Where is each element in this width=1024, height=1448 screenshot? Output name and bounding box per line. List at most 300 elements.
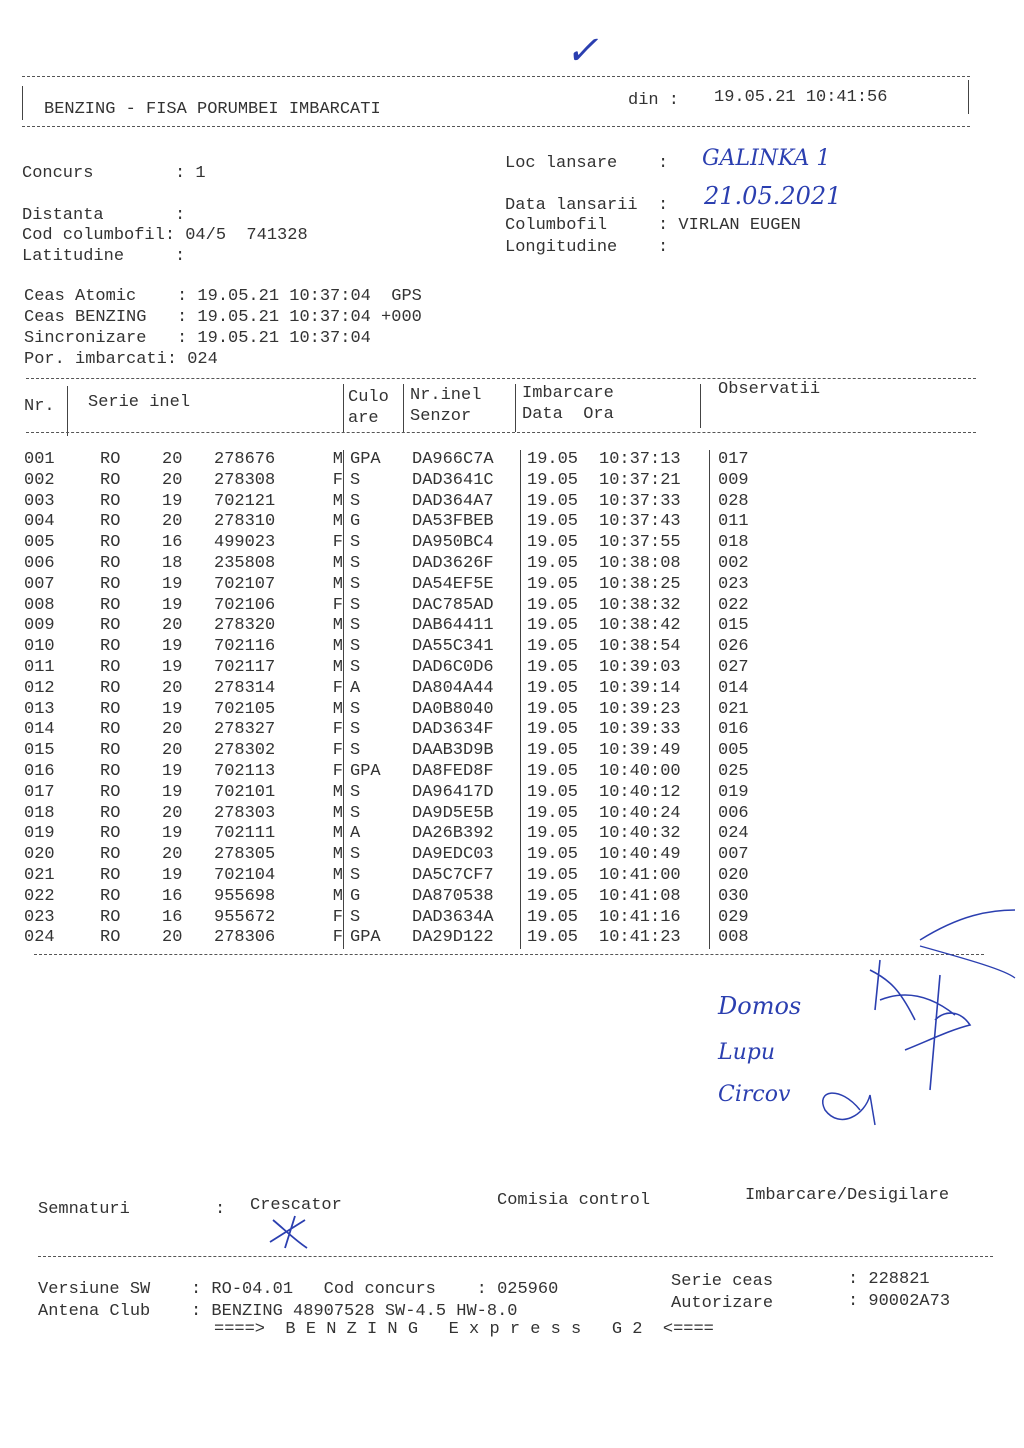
comisia-control-label: Comisia control [497, 1191, 651, 1210]
row-observatii: 022 [710, 596, 779, 617]
header-left-border [22, 86, 23, 120]
row-observatii: 024 [710, 824, 779, 845]
imbarcare-desigilare-label: Imbarcare/Desigilare [745, 1186, 950, 1205]
row-sensor-ring: DAB64411 [412, 616, 494, 636]
row-sensor-ring: DA966C7A [412, 450, 494, 469]
row-country: RO [100, 699, 121, 719]
table-row [24, 804, 778, 825]
header-serie-inel: Serie inel [88, 393, 191, 412]
row-sex: M [332, 845, 343, 865]
row-ring-number: 702121 [214, 491, 276, 511]
row-country: RO [100, 616, 121, 636]
row-country: RO [100, 491, 121, 511]
row-date: 19.05 [521, 616, 600, 637]
row-observatii: 025 [710, 762, 779, 783]
row-number: 002 [24, 470, 55, 490]
row-country: RO [100, 720, 121, 740]
row-number: 003 [24, 491, 55, 511]
row-time: 10:41:16 [599, 907, 681, 927]
row-sensor-ring: DA870538 [412, 886, 494, 906]
row-country: RO [100, 803, 121, 823]
row-sensor-ring: DA8FED8F [412, 761, 494, 781]
latitudine-field: Latitudine : [22, 247, 186, 266]
row-year: 20 [162, 678, 183, 698]
row-date: 19.05 [521, 658, 600, 679]
row-year: 20 [162, 450, 183, 469]
row-date: 19.05 [521, 492, 600, 513]
row-year: 19 [162, 595, 183, 615]
row-color: S [344, 471, 413, 492]
table-row [24, 824, 778, 845]
row-year: 16 [162, 886, 183, 906]
row-sex: F [332, 470, 343, 490]
row-ring-number: 702106 [214, 595, 276, 615]
row-color: S [344, 845, 413, 866]
row-color: S [344, 575, 413, 596]
row-sex: F [332, 720, 343, 740]
cod-columbofil-field: Cod columbofil: 04/5 741328 [22, 226, 308, 245]
row-observatii: 005 [710, 741, 779, 762]
row-sensor-ring: DAD3626F [412, 553, 494, 573]
row-ring-number: 278676 [214, 450, 276, 469]
row-year: 19 [162, 761, 183, 781]
table-row [24, 554, 778, 575]
row-ring-number: 702101 [214, 782, 276, 802]
row-number: 006 [24, 553, 55, 573]
row-time: 10:39:03 [599, 657, 681, 677]
row-ring-number: 702107 [214, 574, 276, 594]
row-date: 19.05 [521, 512, 600, 533]
row-time: 10:41:23 [599, 928, 681, 948]
row-time: 10:41:00 [599, 865, 681, 885]
row-time: 10:39:49 [599, 741, 681, 761]
table-row [24, 720, 778, 741]
row-number: 001 [24, 450, 55, 469]
loc-lansare-label: Loc lansare : [505, 154, 669, 173]
row-year: 19 [162, 699, 183, 719]
row-observatii: 020 [710, 866, 779, 887]
row-sensor-ring: DA5C7CF7 [412, 865, 494, 885]
report-title: BENZING - FISA PORUMBEI IMBARCATI [44, 100, 381, 119]
header-top-border [22, 76, 970, 77]
row-ring-number: 278320 [214, 616, 276, 636]
row-year: 20 [162, 928, 183, 948]
row-year: 20 [162, 803, 183, 823]
table-row [24, 845, 778, 866]
row-time: 10:40:00 [599, 761, 681, 781]
row-observatii: 028 [710, 492, 779, 513]
row-number: 019 [24, 824, 55, 844]
row-time: 10:40:12 [599, 782, 681, 802]
pigeon-table-body [24, 450, 778, 949]
row-number: 024 [24, 928, 55, 948]
row-sex: F [332, 761, 343, 781]
row-date: 19.05 [521, 804, 600, 825]
row-year: 20 [162, 470, 183, 490]
row-color: S [344, 741, 413, 762]
row-date: 19.05 [521, 533, 600, 554]
row-number: 016 [24, 761, 55, 781]
header-senzor: Senzor [410, 407, 472, 426]
row-sex: F [332, 595, 343, 615]
serie-ceas-label: Serie ceas [671, 1272, 774, 1291]
handwritten-name-3: Circov [718, 1082, 791, 1107]
table-row [24, 512, 778, 533]
row-observatii: 009 [710, 471, 779, 492]
row-country: RO [100, 886, 121, 906]
handwritten-name-1: Domos [718, 992, 802, 1020]
row-number: 018 [24, 803, 55, 823]
row-number: 022 [24, 886, 55, 906]
autorizare-label: Autorizare [671, 1294, 774, 1313]
row-country: RO [100, 741, 121, 761]
row-date: 19.05 [521, 720, 600, 741]
row-sex: M [332, 865, 343, 885]
row-ring-number: 499023 [214, 533, 276, 553]
row-color: G [344, 512, 413, 533]
row-number: 011 [24, 657, 55, 677]
row-color: S [344, 720, 413, 741]
row-color: GPA [344, 928, 413, 949]
row-date: 19.05 [521, 575, 600, 596]
row-number: 004 [24, 512, 55, 532]
row-sex: M [332, 824, 343, 844]
autorizare-value: : 90002A73 [848, 1292, 951, 1311]
table-row [24, 928, 778, 949]
row-number: 007 [24, 574, 55, 594]
row-color: S [344, 783, 413, 804]
row-ring-number: 278306 [214, 928, 276, 948]
row-color: S [344, 804, 413, 825]
row-year: 19 [162, 824, 183, 844]
table-header-bottom-border [26, 432, 976, 433]
header-bottom-border [22, 126, 970, 127]
row-time: 10:37:13 [599, 450, 681, 469]
row-year: 20 [162, 616, 183, 636]
row-number: 014 [24, 720, 55, 740]
row-sex: M [332, 637, 343, 657]
row-time: 10:40:32 [599, 824, 681, 844]
row-year: 16 [162, 533, 183, 553]
row-sex: M [332, 782, 343, 802]
row-observatii: 021 [710, 700, 779, 721]
row-date: 19.05 [521, 679, 600, 700]
data-lansarii-label: Data lansarii : [505, 196, 669, 215]
row-year: 19 [162, 637, 183, 657]
row-sex: F [332, 533, 343, 553]
row-country: RO [100, 533, 121, 553]
row-date: 19.05 [521, 887, 600, 908]
row-date: 19.05 [521, 596, 600, 617]
semnaturi-label: Semnaturi [38, 1200, 130, 1219]
row-country: RO [100, 450, 121, 469]
row-sex: F [332, 928, 343, 948]
row-date: 19.05 [521, 824, 600, 845]
row-sex: M [332, 491, 343, 511]
row-sex: M [332, 616, 343, 636]
row-observatii: 023 [710, 575, 779, 596]
row-color: S [344, 533, 413, 554]
row-number: 012 [24, 678, 55, 698]
table-top-border [26, 378, 976, 379]
footer-top-border [38, 1256, 993, 1257]
col-sep-1 [67, 386, 68, 436]
row-country: RO [100, 928, 121, 948]
semnaturi-colon: : [215, 1200, 226, 1219]
row-country: RO [100, 553, 121, 573]
handwritten-signatures-graphic [820, 900, 1020, 1150]
row-country: RO [100, 761, 121, 781]
row-color: S [344, 637, 413, 658]
row-year: 20 [162, 741, 183, 761]
row-number: 023 [24, 907, 55, 927]
antena-club-field: Antena Club : BENZING 48907528 SW-4.5 HW-8.0 [38, 1302, 518, 1321]
table-row [24, 658, 778, 679]
row-time: 10:38:32 [599, 595, 681, 615]
header-observatii: Observatii [718, 380, 821, 399]
report-date-label: din : [628, 91, 680, 110]
row-year: 19 [162, 782, 183, 802]
table-row [24, 637, 778, 658]
row-observatii: 007 [710, 845, 779, 866]
col-sep-5 [700, 384, 701, 428]
row-number: 020 [24, 845, 55, 865]
row-observatii: 016 [710, 720, 779, 741]
row-observatii: 017 [710, 450, 779, 471]
row-year: 19 [162, 574, 183, 594]
row-ring-number: 278308 [214, 470, 276, 490]
row-sex: M [332, 699, 343, 719]
row-sex: M [332, 803, 343, 823]
row-time: 10:40:49 [599, 845, 681, 865]
row-date: 19.05 [521, 637, 600, 658]
report-date-value: 19.05.21 10:41:56 [714, 88, 888, 107]
row-country: RO [100, 824, 121, 844]
row-color: G [344, 887, 413, 908]
row-sensor-ring: DAD3634F [412, 720, 494, 740]
row-sensor-ring: DAD6C0D6 [412, 657, 494, 677]
row-year: 18 [162, 553, 183, 573]
table-row [24, 866, 778, 887]
row-sensor-ring: DAAB3D9B [412, 741, 494, 761]
table-row [24, 679, 778, 700]
row-color: GPA [344, 450, 413, 471]
row-sensor-ring: DA804A44 [412, 678, 494, 698]
header-nr: Nr. [24, 397, 55, 416]
row-observatii: 030 [710, 887, 779, 908]
row-year: 16 [162, 907, 183, 927]
data-lansarii-handwritten: 21.05.2021 [704, 182, 842, 210]
row-number: 013 [24, 699, 55, 719]
table-row [24, 492, 778, 513]
row-ring-number: 278310 [214, 512, 276, 532]
row-sensor-ring: DA55C341 [412, 637, 494, 657]
row-date: 19.05 [521, 908, 600, 929]
distanta-field: Distanta : [22, 206, 186, 225]
row-number: 009 [24, 616, 55, 636]
row-color: S [344, 492, 413, 513]
row-sensor-ring: DAD364A7 [412, 491, 494, 511]
row-time: 10:38:25 [599, 574, 681, 594]
table-row [24, 700, 778, 721]
row-time: 10:39:33 [599, 720, 681, 740]
header-culoare-1: Culo [348, 388, 389, 407]
row-time: 10:40:24 [599, 803, 681, 823]
columbofil-field: Columbofil : VIRLAN EUGEN [505, 216, 801, 235]
pigeon-table [24, 450, 778, 949]
row-time: 10:37:55 [599, 533, 681, 553]
row-country: RO [100, 637, 121, 657]
table-row [24, 762, 778, 783]
row-sex: F [332, 907, 343, 927]
row-sex: F [332, 741, 343, 761]
row-date: 19.05 [521, 866, 600, 887]
row-year: 19 [162, 865, 183, 885]
row-color: S [344, 596, 413, 617]
row-ring-number: 702113 [214, 761, 276, 781]
row-time: 10:39:23 [599, 699, 681, 719]
row-ring-number: 702105 [214, 699, 276, 719]
row-ring-number: 278303 [214, 803, 276, 823]
row-country: RO [100, 512, 121, 532]
row-date: 19.05 [521, 928, 600, 949]
row-date: 19.05 [521, 783, 600, 804]
row-number: 021 [24, 865, 55, 885]
table-row [24, 596, 778, 617]
row-color: S [344, 658, 413, 679]
row-country: RO [100, 574, 121, 594]
row-country: RO [100, 845, 121, 865]
col-sep-3 [403, 384, 404, 432]
header-data-ora: Data Ora [522, 405, 614, 424]
longitudine-field: Longitudine : [505, 238, 669, 257]
row-color: S [344, 554, 413, 575]
row-sensor-ring: DA54EF5E [412, 574, 494, 594]
row-ring-number: 702111 [214, 824, 276, 844]
col-sep-2 [343, 384, 344, 432]
row-sex: M [332, 657, 343, 677]
row-observatii: 029 [710, 908, 779, 929]
table-row [24, 741, 778, 762]
row-ring-number: 278314 [214, 678, 276, 698]
row-sex: M [332, 512, 343, 532]
table-row [24, 575, 778, 596]
row-date: 19.05 [521, 554, 600, 575]
row-time: 10:37:43 [599, 512, 681, 532]
crescator-signature-graphic [265, 1212, 315, 1252]
row-color: S [344, 908, 413, 929]
header-culoare-2: are [348, 409, 379, 428]
row-date: 19.05 [521, 450, 600, 471]
row-sex: M [332, 574, 343, 594]
row-color: S [344, 866, 413, 887]
sincronizare-field: Sincronizare : 19.05.21 10:37:04 [24, 329, 371, 348]
row-ring-number: 955698 [214, 886, 276, 906]
table-row [24, 450, 778, 471]
row-ring-number: 955672 [214, 907, 276, 927]
crescator-label: Crescator [250, 1196, 342, 1215]
porumbei-imbarcati-field: Por. imbarcati: 024 [24, 350, 218, 369]
row-observatii: 015 [710, 616, 779, 637]
row-color: A [344, 824, 413, 845]
row-country: RO [100, 470, 121, 490]
row-number: 015 [24, 741, 55, 761]
table-row [24, 533, 778, 554]
row-number: 010 [24, 637, 55, 657]
row-sensor-ring: DA0B8040 [412, 699, 494, 719]
row-country: RO [100, 865, 121, 885]
row-date: 19.05 [521, 845, 600, 866]
row-time: 10:38:08 [599, 553, 681, 573]
ceas-benzing-field: Ceas BENZING : 19.05.21 10:37:04 +000 [24, 308, 422, 327]
row-number: 005 [24, 533, 55, 553]
row-date: 19.05 [521, 700, 600, 721]
row-country: RO [100, 657, 121, 677]
header-imbarcare: Imbarcare [522, 384, 614, 403]
row-country: RO [100, 595, 121, 615]
table-row [24, 783, 778, 804]
row-time: 10:41:08 [599, 886, 681, 906]
handwritten-name-2: Lupu [718, 1040, 776, 1065]
row-sensor-ring: DA950BC4 [412, 533, 494, 553]
row-color: S [344, 700, 413, 721]
row-sex: M [332, 886, 343, 906]
table-row [24, 908, 778, 929]
row-ring-number: 702116 [214, 637, 276, 657]
row-year: 20 [162, 720, 183, 740]
row-date: 19.05 [521, 762, 600, 783]
row-sensor-ring: DAC785AD [412, 595, 494, 615]
row-sex: M [332, 553, 343, 573]
row-time: 10:38:42 [599, 616, 681, 636]
row-observatii: 019 [710, 783, 779, 804]
row-sex: M [332, 450, 343, 469]
row-observatii: 027 [710, 658, 779, 679]
row-ring-number: 278305 [214, 845, 276, 865]
row-date: 19.05 [521, 741, 600, 762]
row-country: RO [100, 782, 121, 802]
row-observatii: 026 [710, 637, 779, 658]
row-time: 10:38:54 [599, 637, 681, 657]
row-sensor-ring: DA96417D [412, 782, 494, 802]
row-ring-number: 235808 [214, 553, 276, 573]
row-sensor-ring: DAD3634A [412, 907, 494, 927]
table-row [24, 616, 778, 637]
row-observatii: 006 [710, 804, 779, 825]
row-observatii: 018 [710, 533, 779, 554]
row-observatii: 002 [710, 554, 779, 575]
row-color: GPA [344, 762, 413, 783]
row-year: 19 [162, 491, 183, 511]
table-row [24, 471, 778, 492]
handwritten-checkmark: ✓ [565, 28, 599, 74]
row-number: 017 [24, 782, 55, 802]
row-sensor-ring: DA29D122 [412, 928, 494, 948]
concurs-field: Concurs : 1 [22, 164, 206, 183]
header-right-border [968, 80, 969, 114]
row-time: 10:37:33 [599, 491, 681, 511]
row-ring-number: 278327 [214, 720, 276, 740]
row-observatii: 011 [710, 512, 779, 533]
row-date: 19.05 [521, 471, 600, 492]
row-ring-number: 702104 [214, 865, 276, 885]
benzing-express-line: ====> B E N Z I N G E x p r e s s G 2 <==== [214, 1320, 714, 1339]
row-sensor-ring: DA26B392 [412, 824, 494, 844]
row-sex: F [332, 678, 343, 698]
row-number: 008 [24, 595, 55, 615]
row-sensor-ring: DA53FBEB [412, 512, 494, 532]
row-time: 10:39:14 [599, 678, 681, 698]
